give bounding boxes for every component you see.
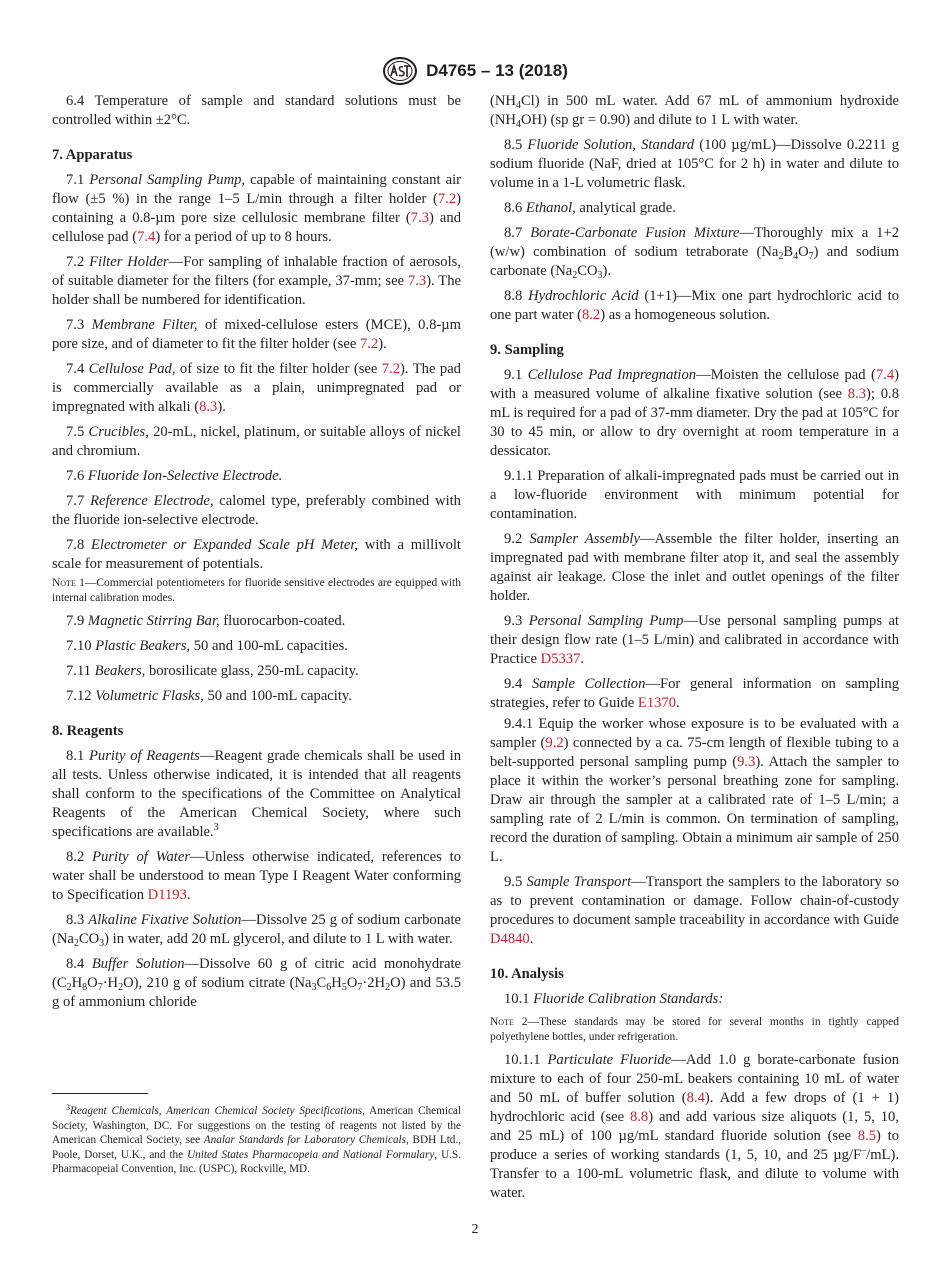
- ref-link-7-4[interactable]: 7.4: [875, 367, 895, 383]
- paragraph-7-6: 7.6 Fluoride Ion-Selective Electrode.: [66, 468, 283, 484]
- footnote-divider: [52, 1093, 148, 1094]
- ref-link-d4840[interactable]: D4840: [490, 931, 530, 947]
- paragraph-6-4: 6.4 Temperature of sample and standard solutions must be controlled within ±2°C.: [52, 93, 461, 128]
- paragraph-7-1: 7.1 Personal Sampling Pump, capable of maintaining constant air flow (±5 %) in the range 1–5 L/min through a filter holder (7.2) containing a 0.8-µm pore size cellulosic membrane filter (7.3) and cellulose pad (7.4) for a period of up to 8 hours.: [52, 172, 461, 245]
- paragraph-7-9: 7.9 Magnetic Stirring Bar, fluorocarbon-coated.: [66, 613, 346, 629]
- paragraph-8-1: 8.1 Purity of Reagents—Reagent grade chemicals shall be used in all tests. Unless otherwise indicated, it is intended that all reagents shall conform to the specifications of the Committee on Analytical Reagents of the American Chemical Society, where such specifications are available.$^3$: [52, 748, 461, 840]
- paragraph-7-11: 7.11 Beakers, borosilicate glass, 250-mL capacity.: [66, 663, 359, 679]
- paragraph-9-3: 9.3 Personal Sampling Pump—Use personal sampling pumps at their design flow rate (1–5 L/min) and calibrated in accordance with Practice D5337.: [490, 613, 899, 667]
- section-heading-sampling: 9. Sampling: [490, 342, 564, 358]
- ref-link-7-2[interactable]: 7.2: [381, 361, 401, 377]
- ref-link-8-3[interactable]: 8.3: [199, 399, 218, 415]
- document-designation: D4765 – 13 (2018): [426, 61, 568, 80]
- paragraph-9-2: 9.2 Sampler Assembly—Assemble the filter holder, inserting an impregnated pad with membrane filter atop it, and seal the assembly against air leakage. Close the inlet and outlet openings of the filter holder.: [490, 531, 899, 604]
- paragraph-9-1: 9.1 Cellulose Pad Impregnation—Moisten the cellulose pad (7.4) with a measured volume of alkaline fixative solution (see 8.3); 0.8 mL is required for a pad of 37-mm diameter. Dry the pad at 105°C for 30 to 45 min, or allow to dry overnight at room temperature in a dessicator.: [490, 367, 899, 459]
- section-heading-reagents: 8. Reagents: [52, 723, 124, 739]
- paragraph-7-12: 7.12 Volumetric Flasks, 50 and 100-mL capacity.: [66, 688, 352, 704]
- footnote-marker[interactable]: 3: [213, 822, 219, 833]
- paragraph-10-1-1: 10.1.1 Particulate Fluoride—Add 1.0 g borate-carbonate fusion mixture to each of four 250-mL beakers containing 10 mL of water and 50 mL of buffer solution (8.4). Add a few drops of (1 + 1) hydrochloric acid (see 8.8) and add various size aliquots (1, 5, 10, and 25 mL) of 100 µg/mL standard fluoride solution (see 8.5) to produce a series of working standards (1, 5, 10, and 25 µg/F–/mL). Transfer to a 100-mL volumetric flask, and dilute to volume with water.: [490, 1052, 900, 1201]
- paragraph-8-7: 8.7 Borate-Carbonate Fusion Mixture—Thoroughly mix a 1+2 (w/w) combination of sodium tetraborate $(Na_2B_4O_7)$ and sodium carbonate $(Na_2CO_3)$.: [490, 225, 900, 281]
- paragraph-7-3: 7.3 Membrane Filter, of mixed-cellulose esters (MCE), 0.8-µm pore size, and of diameter to fit the filter holder (see 7.2).: [52, 317, 461, 352]
- left-column: [52, 92, 461, 1018]
- ref-link-7-3[interactable]: 7.3: [407, 273, 427, 289]
- ref-link-7-2[interactable]: 7.2: [437, 191, 457, 207]
- section-heading-analysis: 10. Analysis: [490, 966, 564, 982]
- paragraph-7-5: 7.5 Crucibles, 20-mL, nickel, platinum, or suitable alloys of nickel and chromium.: [52, 424, 461, 459]
- paragraph-8-4-continued: $(NH_4Cl)$ in 500 mL water. Add 67 mL of ammonium hydroxide $(NH_4OH)$ (sp gr = 0.90) and dilute to 1 L with water.: [490, 93, 899, 130]
- note-2: Note 2—These standards may be stored for several months in tightly capped polyethylene bottles, under refrigeration.: [490, 1016, 900, 1043]
- paragraph-8-2: 8.2 Purity of Water—Unless otherwise indicated, references to water shall be understood to mean Type I Reagent Water conforming to Specification D1193.: [52, 849, 461, 903]
- ref-link-8-4[interactable]: 8.4: [686, 1090, 705, 1106]
- paragraph-7-8: 7.8 Electrometer or Expanded Scale pH Meter, with a millivolt scale for measurement of potentials.: [52, 537, 461, 572]
- ref-link-7-3[interactable]: 7.3: [410, 210, 429, 226]
- paragraph-10-1: 10.1 Fluoride Calibration Standards:: [504, 991, 724, 1007]
- paragraph-8-4: 8.4 Buffer Solution—Dissolve 60 g of citric acid monohydrate $(C_2H_8O_7\cdot H_2O)$, 210 g of sodium citrate $(Na_3C_6H_5O_7\cdot 2H_2O)$ and 53.5 g of ammonium chloride: [52, 956, 462, 1010]
- ref-link-9-3[interactable]: 9.3: [737, 754, 756, 770]
- paragraph-9-4: 9.4 Sample Collection—For general information on sampling strategies, refer to Guide E1370.: [490, 676, 899, 711]
- ref-link-8-5[interactable]: 8.5: [857, 1128, 877, 1144]
- paragraph-7-7: 7.7 Reference Electrode, calomel type, preferably combined with the fluoride ion-selective electrode.: [52, 493, 461, 528]
- page-header: [0, 56, 950, 91]
- paragraph-7-4: 7.4 Cellulose Pad, of size to fit the filter holder (see 7.2). The pad is commercially available as a plain, unimpregnated pad or impregnated with alkali (8.3).: [52, 361, 461, 415]
- ref-link-7-2[interactable]: 7.2: [359, 336, 379, 352]
- ref-link-e1370[interactable]: E1370: [637, 695, 677, 711]
- ref-link-d5337[interactable]: D5337: [540, 651, 581, 667]
- ref-link-d1193[interactable]: D1193: [147, 887, 187, 903]
- section-heading-apparatus: 7. Apparatus: [52, 147, 133, 163]
- paragraph-8-6: 8.6 Ethanol, analytical grade.: [504, 200, 676, 216]
- ref-link-8-2[interactable]: 8.2: [581, 307, 601, 323]
- paragraph-8-5: 8.5 Fluoride Solution, Standard (100 µg/mL)—Dissolve 0.2211 g sodium fluoride (NaF, dried at 105°C for 2 h) in water and dilute to volume in a 1-L volumetric flask.: [490, 137, 899, 191]
- ref-link-8-8[interactable]: 8.8: [629, 1109, 649, 1125]
- ref-link-9-2[interactable]: 9.2: [545, 735, 564, 751]
- note-1: Note 1—Commercial potentiometers for fluoride sensitive electrodes are equipped with internal calibration modes.: [52, 577, 461, 604]
- ref-link-7-4[interactable]: 7.4: [137, 229, 156, 245]
- page-number: 2: [471, 1222, 479, 1237]
- ref-link-8-3[interactable]: 8.3: [847, 386, 867, 402]
- right-column: [490, 92, 899, 1209]
- footnote-3: $^3$Reagent Chemicals, American Chemical Society Specifications, American Chemical Society, Washington, DC. For suggestions on the testing of reagents not listed by the American Chemical Society, see Analar Standards for Laboratory Chemicals, BDH Ltd., Poole, Dorset, U.K., and the United States Pharmacopeia and National Formulary, U.S. Pharmacopeial Convention, Inc. (USPC), Rockville, MD.: [52, 1103, 461, 1175]
- paragraph-7-10: 7.10 Plastic Beakers, 50 and 100-mL capacities.: [66, 638, 348, 654]
- paragraph-7-2: 7.2 Filter Holder—For sampling of inhalable fraction of aerosols, of suitable diameter for the filters (for example, 37-mm; see 7.3). The holder shall be numbered for identification.: [52, 254, 461, 308]
- paragraph-8-3: 8.3 Alkaline Fixative Solution—Dissolve 25 g of sodium carbonate $(Na_2CO_3)$ in water, add 20 mL glycerol, and dilute to 1 L with water.: [52, 912, 461, 949]
- paragraph-9-5: 9.5 Sample Transport—Transport the samplers to the laboratory so as to prevent contamination or damage. Follow chain-of-custody procedures to document sample traceability in accordance with Guide D4840.: [490, 874, 900, 947]
- paragraph-8-8: 8.8 Hydrochloric Acid (1+1)—Mix one part hydrochloric acid to one part water (8.2) as a homogeneous solution.: [490, 288, 899, 323]
- paragraph-9-4-1: 9.4.1 Equip the worker whose exposure is to be evaluated with a sampler (9.2) connected by a ca. 75-cm length of flexible tubing to a belt-supported personal sampling pump (9.3). Attach the sampler to place it within the worker’s personal breathing zone for sampling. Draw air through the sampler at a calibrated rate of 1–5 L/min; a sampling rate of 2 L/min is common. On termination of sampling, record the duration of sampling. Obtain a minimum air sample of 250 L.: [490, 716, 899, 865]
- paragraph-9-1-1: 9.1.1 Preparation of alkali-impregnated pads must be carried out in a low-fluoride environment with minimum potential for contamination.: [490, 468, 899, 522]
- astm-logo-icon: [382, 56, 418, 86]
